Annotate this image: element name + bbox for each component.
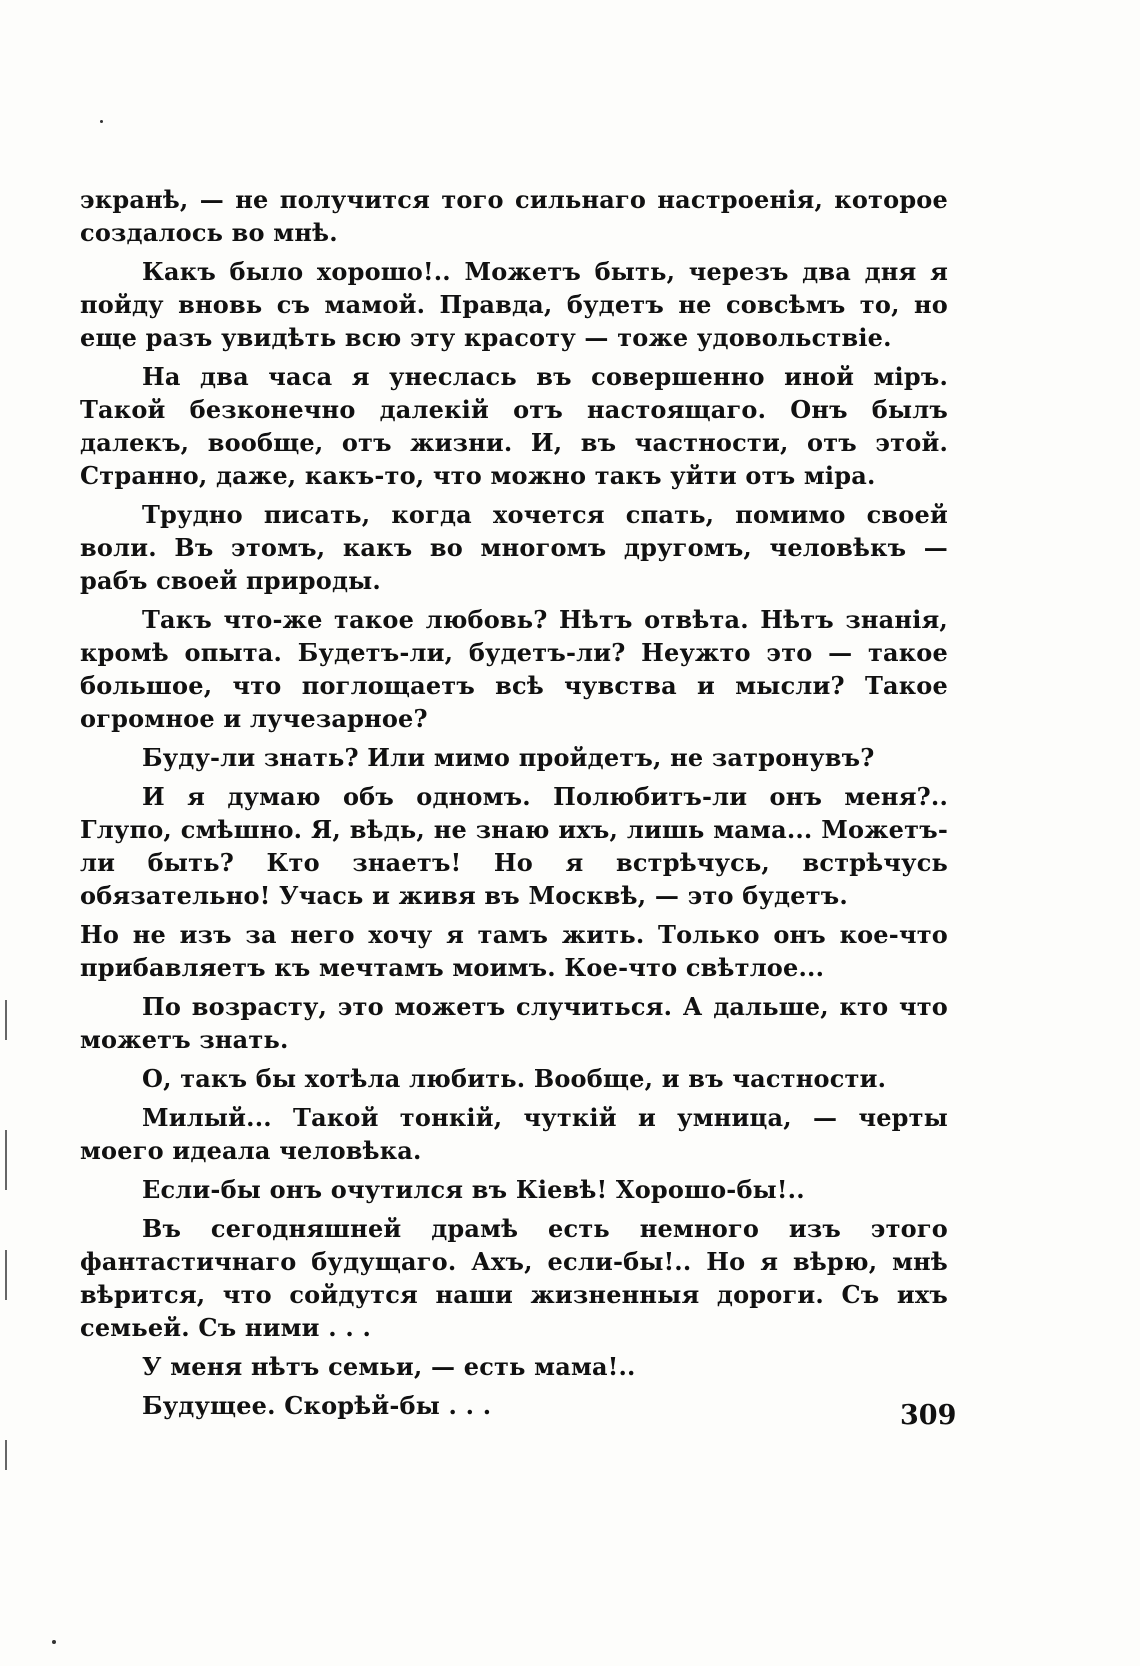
paragraph-3: На два часа я унеслась въ совершенно иной міръ. Такой безконечно далекій отъ настоящаго. Онъ былъ далекъ, вообще, отъ жизни. И, въ частности, отъ этой. Странно, даже, какъ-то, что можно такъ уйти отъ міра.: [80, 362, 948, 490]
paragraph-6: Буду-ли знать? Или мимо пройдетъ, не затронувъ?: [142, 743, 875, 772]
scan-margin-mark: [5, 1000, 7, 1040]
paragraph-1: экранѣ, — не получится того сильнаго настроенія, которое создалось во мнѣ.: [80, 185, 948, 247]
paragraph-14: У меня нѣтъ семьи, — есть мама!..: [142, 1352, 636, 1381]
body-text: [80, 183, 948, 1428]
paragraph-5: Такъ что-же такое любовь? Нѣтъ отвѣта. Нѣтъ знанія, кромѣ опыта. Будетъ-ли, будетъ-ли? Неужто это — такое большое, что поглощаетъ всѣ чувства и мысли? Такое огромное и лучезарное?: [80, 605, 948, 733]
paragraph-4: Трудно писать, когда хочется спать, помимо своей воли. Въ этомъ, какъ во многомъ другомъ, человѣкъ — рабъ своей природы.: [80, 500, 948, 595]
paragraph-8: Но не изъ за него хочу я тамъ жить. Только онъ кое-что прибавляетъ къ мечтамъ моимъ. Кое-что свѣтлое...: [80, 920, 948, 982]
paragraph-9: По возрасту, это можетъ случиться. А дальше, кто что можетъ знать.: [80, 992, 948, 1054]
scan-margin-mark: [5, 1250, 7, 1300]
paragraph-12: Если-бы онъ очутился въ Кіевѣ! Хорошо-бы!..: [142, 1175, 805, 1204]
paragraph-15: Будущее. Скорѣй-бы . . .: [142, 1391, 492, 1420]
paragraph-10: О, такъ бы хотѣла любить. Вообще, и въ частности.: [142, 1064, 887, 1093]
scan-speck: [100, 120, 103, 123]
scan-margin-mark: [5, 1130, 7, 1190]
paragraph-13: Въ сегодняшней драмѣ есть немного изъ этого фантастичнаго будущаго. Ахъ, если-бы!.. Но я вѣрю, мнѣ вѣрится, что сойдутся наши жизненныя дороги. Съ ихъ семьей. Съ ними . . .: [80, 1214, 948, 1342]
scan-speck: [52, 1640, 56, 1644]
scan-margin-mark: [5, 1440, 7, 1470]
paragraph-2: Какъ было хорошо!.. Можетъ быть, черезъ два дня я пойду вновь съ мамой. Правда, будетъ не совсѣмъ то, но еще разъ увидѣть всю эту красоту — тоже удовольствіе.: [80, 257, 948, 352]
paragraph-7: И я думаю объ одномъ. Полюбитъ-ли онъ меня?.. Глупо, смѣшно. Я, вѣдь, не знаю ихъ, лишь мама... Можетъ-ли быть? Кто знаетъ! Но я встрѣчусь, встрѣчусь обязательно! Учась и живя въ Москвѣ, — это будетъ.: [80, 782, 948, 910]
paragraph-11: Милый... Такой тонкій, чуткій и умница, — черты моего идеала человѣка.: [80, 1103, 948, 1165]
page-number: 309: [900, 1400, 957, 1431]
